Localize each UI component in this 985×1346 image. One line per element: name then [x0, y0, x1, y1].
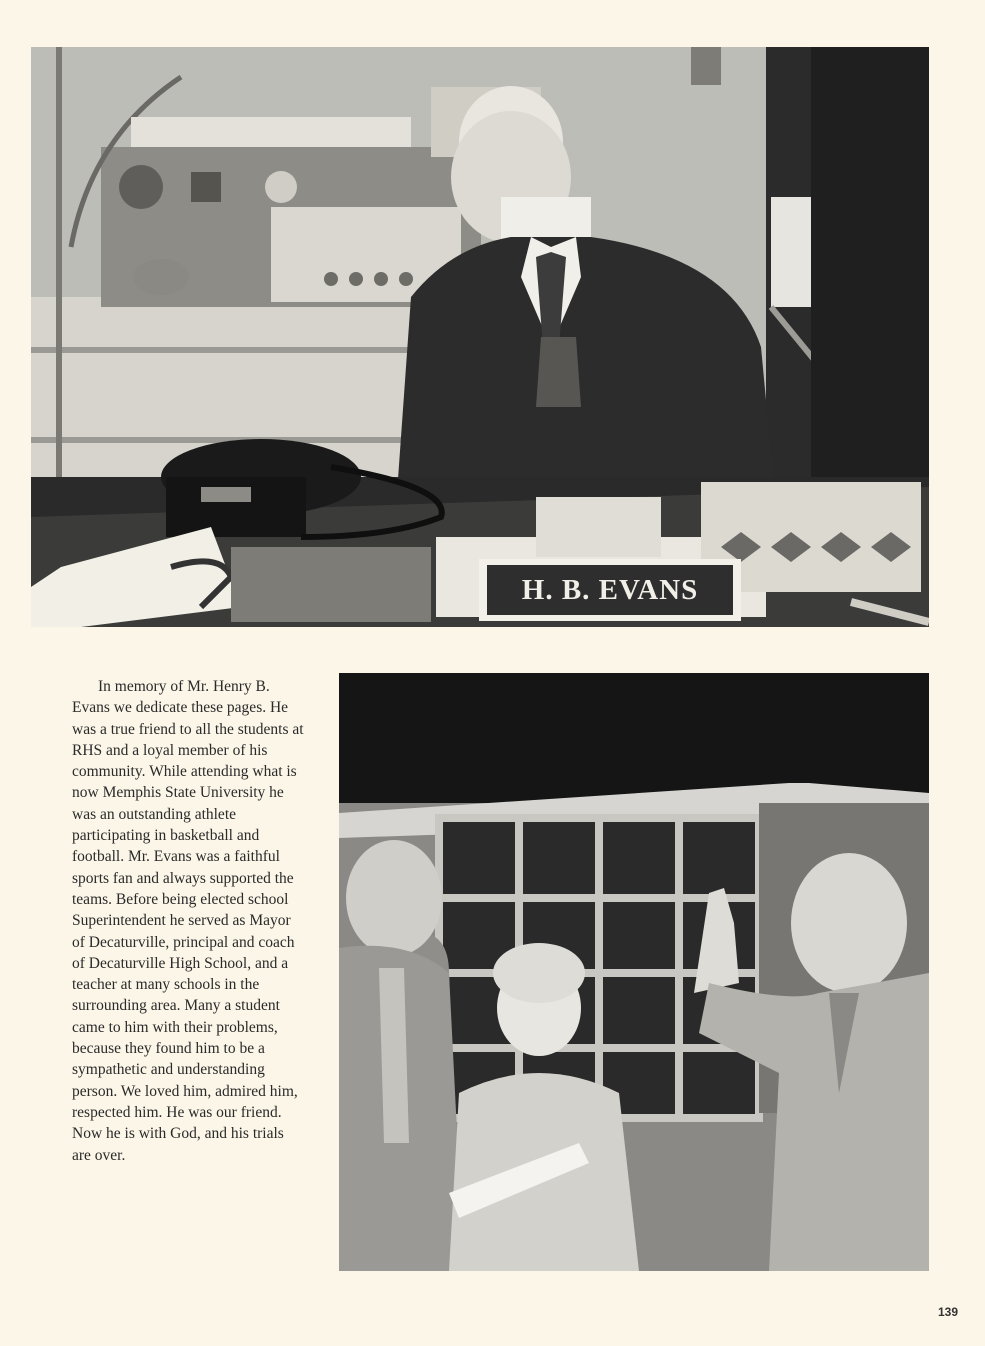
- page-number: 139: [937, 1305, 958, 1319]
- nameplate-label: H. B. EVANS: [521, 574, 699, 606]
- photo-swearing-in: [339, 673, 929, 1271]
- dedication-text: In memory of Mr. Henry B. Evans we dedicate these pages. He was a true friend to all the students at RHS and a loyal member of his community. While attending what is now Memphis State University he was an outstanding athlete participating in basketball and football. Mr. Evans was a faithful sports fan and always supported the teams. Before being elected school Superintendent he served as Mayor of Decaturville, principal and coach of Decaturville High School, and a teacher at many schools in the surrounding area. Many a student came to him with their problems, because they found him to be a sympathetic and understanding person. We loved him, admired him, respected him. He was our friend. Now he is with God, and his trials are over.: [72, 678, 304, 1164]
- desk-photo-illustration: [31, 47, 929, 627]
- swearing-in-illustration: [339, 673, 929, 1271]
- photo-mr-evans-at-desk: [31, 47, 929, 627]
